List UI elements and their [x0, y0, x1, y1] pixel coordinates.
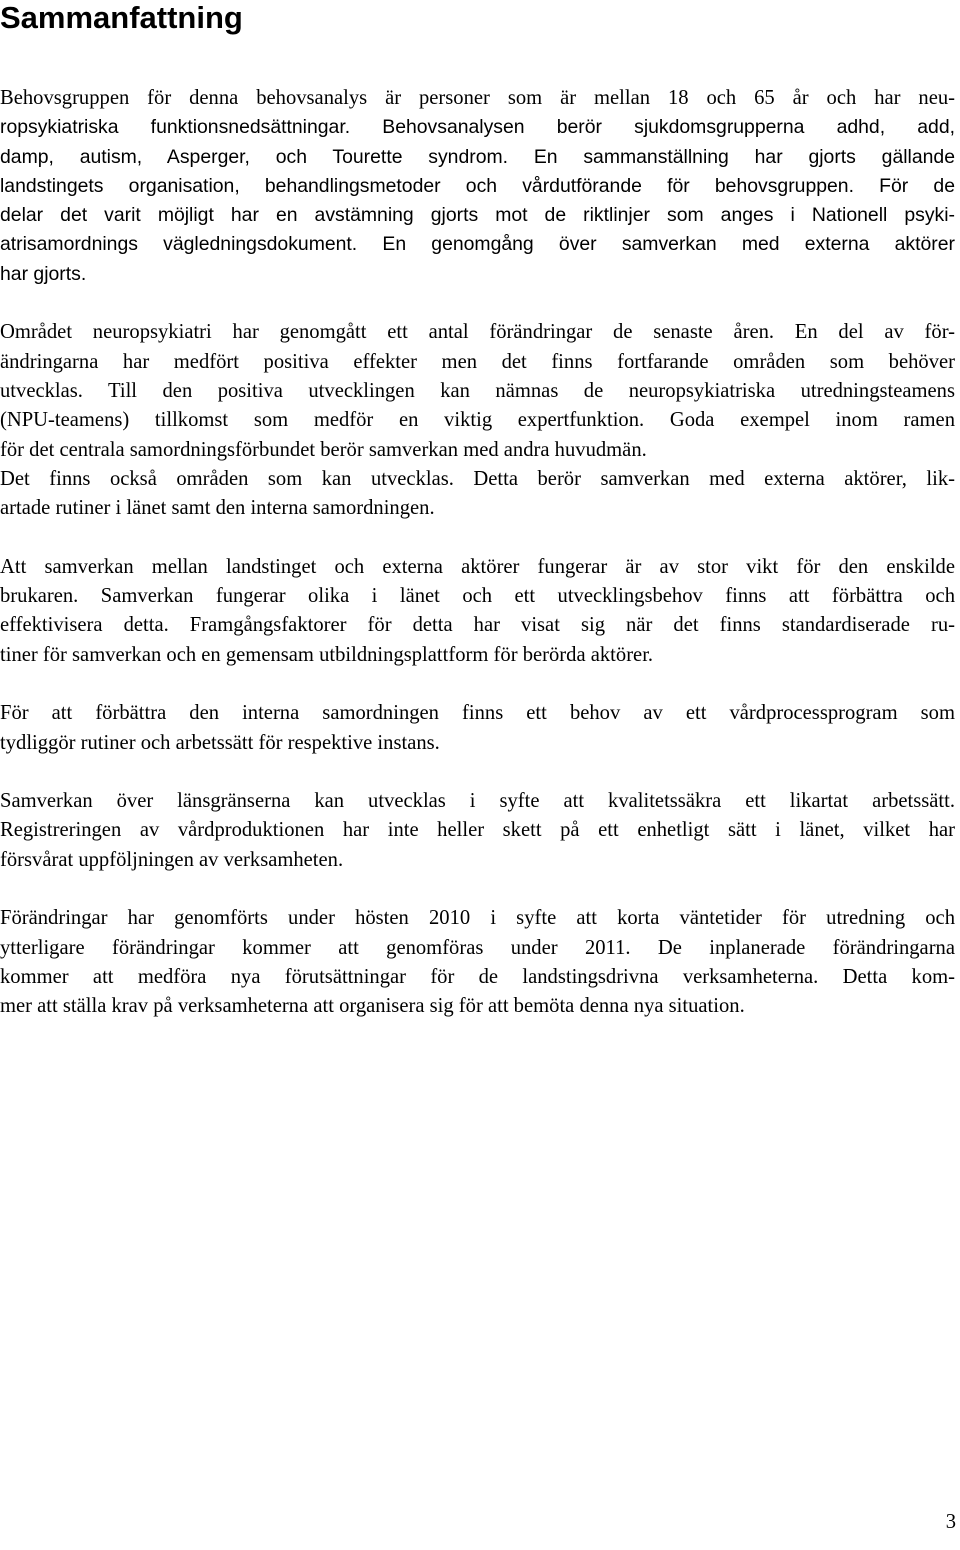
text-line: atrisamordnings vägledningsdokument. En genomgång över samverkan med externa aktörer	[0, 233, 955, 256]
text-line: försvårat uppföljningen av verksamheten.	[0, 848, 344, 871]
paragraph	[0, 553, 955, 670]
text-line: damp, autism, Asperger, och Tourette syndrom. En sammanställning har gjorts gällande	[0, 145, 955, 168]
text-line: utvecklas. Till den positiva utvecklingen kan nämnas de neuropsykiatriska utredningsteamens	[0, 379, 955, 402]
text-line: Behovsgruppen för denna behovsanalys är personer som är mellan 18 och 65 år och har neu-	[0, 87, 955, 109]
text-line: har gjorts.	[0, 262, 87, 285]
text-line: ändringarna har medfört positiva effekter men det finns fortfarande områden som behöver	[0, 350, 955, 373]
text-line: Förändringar har genomförts under hösten 2010 i syfte att korta väntetider för utredning och	[0, 907, 955, 930]
text-line: (NPU-teamens) tillkomst som medför en viktig expertfunktion. Goda exempel inom ramen	[0, 409, 955, 432]
document-body	[0, 84, 955, 1051]
text-line: tiner för samverkan och en gemensam utbildningsplattform för berörda aktörer.	[0, 643, 654, 666]
text-line: Det finns också områden som kan utvecklas. Detta berör samverkan med externa aktörer, lik-	[0, 467, 955, 490]
text-line: artade rutiner i länet samt den interna samordningen.	[0, 497, 435, 520]
text-line: Att samverkan mellan landstinget och externa aktörer fungerar är av stor vikt för den enskilde	[0, 555, 955, 578]
text-line: kommer att medföra nya förutsättningar för de landstingsdrivna verksamheterna. Detta kom-	[0, 965, 955, 988]
text-line: effektivisera detta. Framgångsfaktorer för detta har visat sig när det finns standardiserade ru-	[0, 614, 955, 637]
text-line: ytterligare förändringar kommer att genomföras under 2011. De inplanerade förändringarna	[0, 936, 955, 959]
page-title: Sammanfattning	[0, 0, 243, 35]
paragraph	[0, 787, 955, 875]
text-line: För att förbättra den interna samordningen finns ett behov av ett vårdprocessprogram som	[0, 702, 955, 725]
paragraph	[0, 465, 955, 524]
text-line: brukaren. Samverkan fungerar olika i länet och ett utvecklingsbehov finns att förbättra och	[0, 585, 955, 608]
text-line: Samverkan över länsgränserna kan utvecklas i syfte att kvalitetssäkra ett likartat arbetssätt.	[0, 790, 955, 813]
paragraph	[0, 84, 955, 289]
text-line: delar det varit möjligt har en avstämning gjorts mot de riktlinjer som anges i Nationell psyki-	[0, 204, 955, 227]
text-line: Registreringen av vårdproduktionen har inte heller skett på ett enhetligt sätt i länet, vilket har	[0, 819, 955, 842]
text-line: Området neuropsykiatri har genomgått ett antal förändringar de senaste åren. En del av för-	[0, 321, 955, 344]
text-line: ropsykiatriska funktionsnedsättningar. Behovsanalysen berör sjukdomsgrupperna adhd, add,	[0, 116, 955, 139]
text-line: landstingets organisation, behandlingsmetoder och vårdutförande för behovsgruppen. För de	[0, 174, 955, 197]
text-line: tydliggör rutiner och arbetssätt för respektive instans.	[0, 731, 440, 754]
paragraph	[0, 699, 955, 758]
text-line: för det centrala samordningsförbundet berör samverkan med andra huvudmän.	[0, 438, 647, 461]
text-line: mer att ställa krav på verksamheterna att organisera sig för att bemöta denna nya situation.	[0, 995, 745, 1018]
paragraph	[0, 904, 955, 1021]
page-number: 3	[945, 1511, 956, 1533]
paragraph	[0, 318, 955, 464]
